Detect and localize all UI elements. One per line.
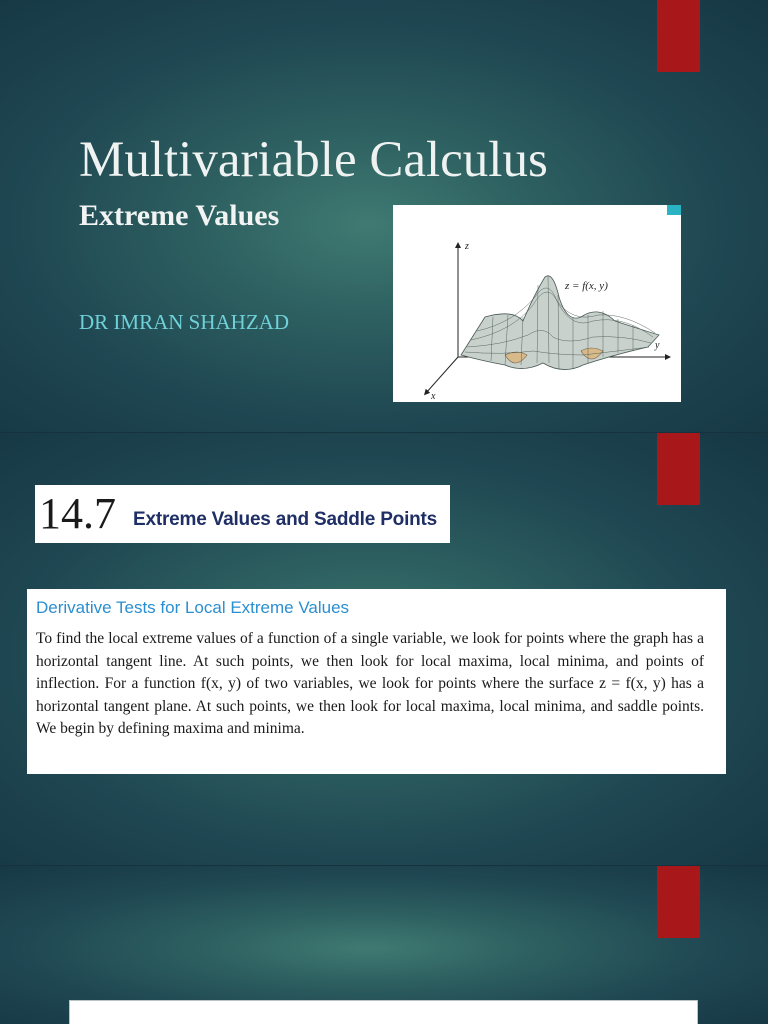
- section-number: 14.7: [39, 489, 116, 538]
- section-title: Extreme Values and Saddle Points: [133, 509, 438, 530]
- axis-label-y: y: [655, 340, 660, 351]
- slide-title: [0, 0, 768, 432]
- graph-corner-accent: [667, 205, 681, 215]
- section-header: [35, 485, 450, 543]
- surface-plot-svg: [393, 205, 681, 402]
- content-box-partial: [69, 1000, 698, 1024]
- accent-tab: [657, 866, 700, 938]
- accent-tab: [657, 433, 700, 505]
- author-name: DR IMRAN SHAHZAD: [79, 310, 290, 334]
- excerpt-heading: Derivative Tests for Local Extreme Values: [36, 598, 350, 617]
- axis-label-z: z: [465, 241, 469, 252]
- excerpt-body: To find the local extreme values of a function of a single variable, we look for points where the graph has a horizontal tangent line. At such points, we then look for local maxima, local minima, and points of inflection. For a function f(x, y) of two variables, we look for points where the surface z = f(x, y) has a horizontal tangent plane. At such points, we then look for local maxima, local minima, and saddle points. We begin by defining maxima and minima.: [36, 630, 704, 737]
- x-axis: [426, 357, 458, 393]
- slide-next: [0, 866, 768, 1024]
- surface-mesh: [461, 276, 659, 370]
- slide-title-text: Multivariable Calculus: [79, 132, 548, 188]
- accent-tab: [657, 0, 700, 72]
- slide-subtitle: Extreme Values: [79, 199, 280, 232]
- surface-graph: [393, 205, 681, 402]
- slide-content: [0, 433, 768, 865]
- surface-label: z = f(x, y): [565, 280, 608, 292]
- text-excerpt: [27, 589, 726, 774]
- axis-label-x: x: [431, 391, 436, 402]
